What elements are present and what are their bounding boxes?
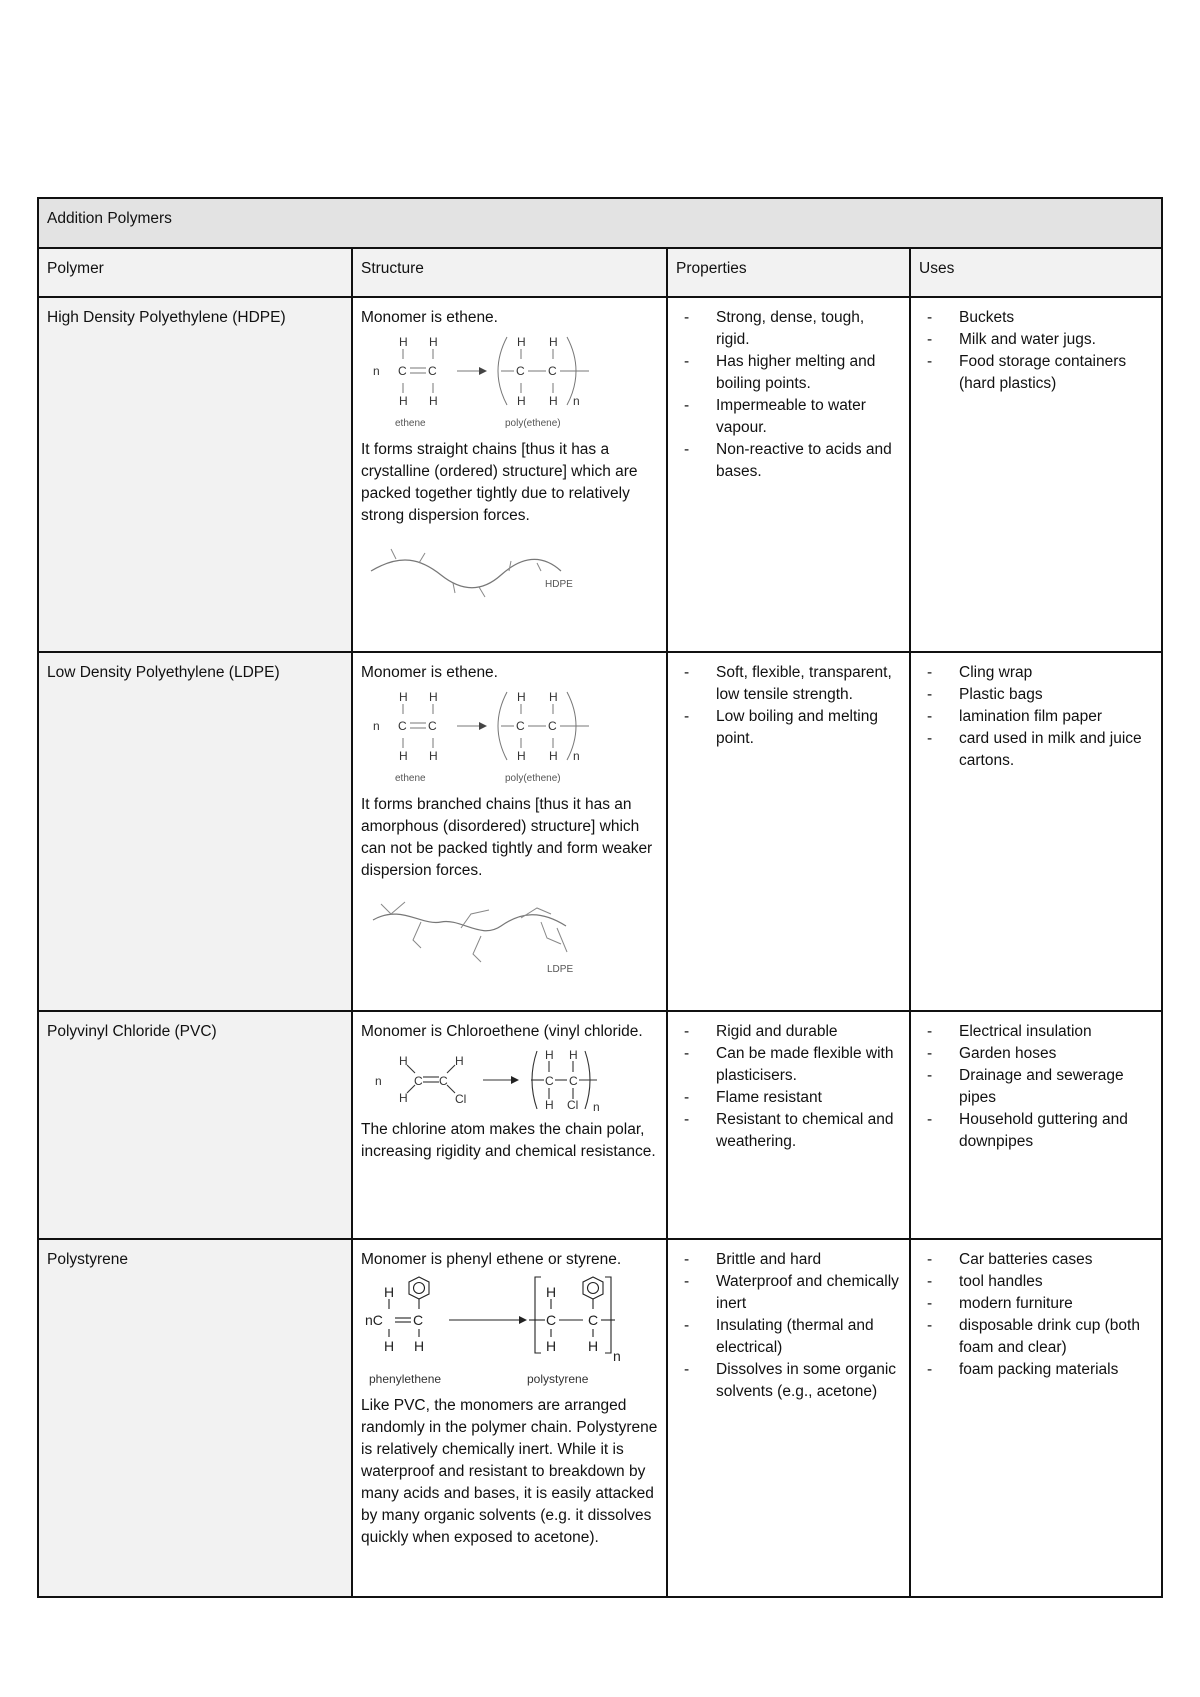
ethene-polymerisation-diagram xyxy=(361,331,601,435)
svg-text:H: H xyxy=(399,749,408,763)
list-item: - Strong, dense, tough, rigid. xyxy=(716,307,901,351)
properties-cell xyxy=(667,1239,910,1597)
list-item: - Insulating (thermal and electrical) xyxy=(716,1315,901,1359)
svg-text:C: C xyxy=(428,719,437,733)
table-row xyxy=(38,1239,1162,1597)
table-row xyxy=(38,297,1162,652)
polymer-name: Low Density Polyethylene (LDPE) xyxy=(38,652,352,1011)
svg-text:H: H xyxy=(429,749,438,763)
svg-text:H: H xyxy=(517,394,526,408)
list-item: - Buckets xyxy=(959,307,1153,329)
svg-text:H: H xyxy=(384,1284,395,1300)
list-item: - Rigid and durable xyxy=(716,1021,901,1043)
list-item: - lamination film paper xyxy=(959,706,1153,728)
phenylethene-polymerisation-diagram xyxy=(361,1273,621,1391)
properties-cell xyxy=(667,652,910,1011)
svg-text:C: C xyxy=(548,364,557,378)
svg-text:H: H xyxy=(546,1284,557,1300)
svg-text:H: H xyxy=(429,335,438,349)
svg-text:H: H xyxy=(517,749,526,763)
svg-text:C: C xyxy=(439,1074,448,1088)
svg-text:C: C xyxy=(414,1074,423,1088)
svg-text:H: H xyxy=(569,1048,578,1062)
structure-cell xyxy=(352,297,667,652)
list-item: - card used in milk and juice cartons. xyxy=(959,728,1153,772)
svg-text:Cl: Cl xyxy=(455,1092,467,1106)
list-item: - Brittle and hard xyxy=(716,1249,901,1271)
svg-text:H: H xyxy=(399,1054,408,1068)
svg-text:H: H xyxy=(545,1098,554,1112)
svg-text:H: H xyxy=(549,749,558,763)
properties-cell xyxy=(667,297,910,652)
uses-cell xyxy=(910,652,1162,1011)
svg-text:C: C xyxy=(413,1312,424,1328)
list-item: - modern furniture xyxy=(959,1293,1153,1315)
list-item: - Car batteries cases xyxy=(959,1249,1153,1271)
svg-text:n: n xyxy=(573,394,580,408)
svg-text:H: H xyxy=(455,1054,464,1068)
svg-text:H: H xyxy=(399,335,408,349)
polymer-name: High Density Polyethylene (HDPE) xyxy=(38,297,352,652)
svg-text:H: H xyxy=(549,394,558,408)
svg-text:n: n xyxy=(373,364,380,378)
svg-text:H: H xyxy=(429,690,438,704)
list-item: - Plastic bags xyxy=(959,684,1153,706)
svg-text:C: C xyxy=(569,1074,578,1088)
ldpe-chain-diagram xyxy=(361,896,611,982)
hdpe-chain-diagram xyxy=(361,541,611,617)
svg-text:H: H xyxy=(429,394,438,408)
header-structure: Structure xyxy=(352,248,667,297)
svg-text:H: H xyxy=(517,690,526,704)
uses-cell xyxy=(910,1239,1162,1597)
polymer-label: poly(ethene) xyxy=(505,418,561,429)
addition-polymers-table xyxy=(37,197,1163,1598)
structure-description: The chlorine atom makes the chain polar, increasing rigidity and chemical resistance. xyxy=(361,1121,656,1160)
list-item: - disposable drink cup (both foam and clear) xyxy=(959,1315,1153,1359)
structure-description: It forms branched chains [thus it has an amorphous (disordered) structure] which can not be packed tightly and form weaker dispersion forces. xyxy=(361,796,653,879)
list-item: - Can be made flexible with plasticisers. xyxy=(716,1043,901,1087)
structure-cell xyxy=(352,652,667,1011)
svg-text:H: H xyxy=(399,690,408,704)
uses-cell xyxy=(910,1011,1162,1239)
svg-text:C: C xyxy=(546,1312,557,1328)
svg-text:H: H xyxy=(588,1338,599,1354)
chain-label: HDPE xyxy=(545,579,573,590)
ethene-polymerisation-diagram xyxy=(361,686,601,790)
svg-text:H: H xyxy=(384,1338,395,1354)
list-item: - Electrical insulation xyxy=(959,1021,1153,1043)
structure-description: It forms straight chains [thus it has a crystalline (ordered) structure] which are packed together tightly due to relatively strong dispersion forces. xyxy=(361,441,638,524)
structure-description: Like PVC, the monomers are arranged randomly in the polymer chain. Polystyrene is relatively chemically inert. While it is waterproof and resistant to breakdown by many acids and bases, it is easily attacked by many organic solvents (e.g. it dissolves quickly when exposed to acetone). xyxy=(361,1397,658,1546)
svg-text:n: n xyxy=(613,1348,621,1364)
svg-text:H: H xyxy=(517,335,526,349)
list-item: - tool handles xyxy=(959,1271,1153,1293)
svg-text:C: C xyxy=(398,719,407,733)
polymer-name: Polystyrene xyxy=(38,1239,352,1597)
polymer-label: poly(ethene) xyxy=(505,773,561,784)
svg-text:n: n xyxy=(593,1100,600,1114)
structure-cell xyxy=(352,1239,667,1597)
svg-text:C: C xyxy=(545,1074,554,1088)
list-item: - Impermeable to water vapour. xyxy=(716,395,901,439)
svg-text:n: n xyxy=(573,749,580,763)
svg-text:H: H xyxy=(399,394,408,408)
uses-cell xyxy=(910,297,1162,652)
svg-text:H: H xyxy=(549,690,558,704)
header-polymer: Polymer xyxy=(38,248,352,297)
list-item: - Cling wrap xyxy=(959,662,1153,684)
list-item: - Flame resistant xyxy=(716,1087,901,1109)
svg-text:H: H xyxy=(546,1338,557,1354)
table-row xyxy=(38,652,1162,1011)
svg-text:C: C xyxy=(516,364,525,378)
svg-text:H: H xyxy=(549,335,558,349)
svg-text:n: n xyxy=(373,719,380,733)
monomer-text: Monomer is ethene. xyxy=(361,664,498,681)
monomer-text: Monomer is ethene. xyxy=(361,309,498,326)
svg-text:C: C xyxy=(588,1312,599,1328)
svg-text:Cl: Cl xyxy=(567,1098,579,1112)
header-uses: Uses xyxy=(910,248,1162,297)
svg-text:C: C xyxy=(398,364,407,378)
list-item: - Resistant to chemical and weathering. xyxy=(716,1109,901,1153)
svg-text:H: H xyxy=(399,1091,408,1105)
svg-text:C: C xyxy=(516,719,525,733)
table-row xyxy=(38,1011,1162,1239)
polymer-name: Polyvinyl Chloride (PVC) xyxy=(38,1011,352,1239)
list-item: - Milk and water jugs. xyxy=(959,329,1153,351)
properties-cell xyxy=(667,1011,910,1239)
polymer-label: polystyrene xyxy=(527,1372,589,1386)
list-item: - Household guttering and downpipes xyxy=(959,1109,1153,1153)
chain-label: LDPE xyxy=(547,964,574,975)
structure-cell xyxy=(352,1011,667,1239)
header-properties: Properties xyxy=(667,248,910,297)
svg-text:nC: nC xyxy=(365,1312,383,1328)
list-item: - Food storage containers (hard plastics) xyxy=(959,351,1153,395)
svg-text:C: C xyxy=(428,364,437,378)
svg-text:H: H xyxy=(414,1338,425,1354)
list-item: - Soft, flexible, transparent, low tensile strength. xyxy=(716,662,901,706)
list-item: - Non-reactive to acids and bases. xyxy=(716,439,901,483)
list-item: - Has higher melting and boiling points. xyxy=(716,351,901,395)
list-item: - Dissolves in some organic solvents (e.g., acetone) xyxy=(716,1359,901,1403)
svg-text:C: C xyxy=(548,719,557,733)
table-title: Addition Polymers xyxy=(38,198,1162,248)
monomer-text: Monomer is phenyl ethene or styrene. xyxy=(361,1251,622,1268)
list-item: - Low boiling and melting point. xyxy=(716,706,901,750)
monomer-label: phenylethene xyxy=(369,1372,442,1386)
svg-text:H: H xyxy=(545,1048,554,1062)
chloroethene-polymerisation-diagram xyxy=(361,1045,631,1115)
list-item: - Waterproof and chemically inert xyxy=(716,1271,901,1315)
list-item: - Garden hoses xyxy=(959,1043,1153,1065)
list-item: - Drainage and sewerage pipes xyxy=(959,1065,1153,1109)
monomer-label: ethene xyxy=(395,773,426,784)
monomer-text: Monomer is Chloroethene (vinyl chloride. xyxy=(361,1023,643,1040)
list-item: - foam packing materials xyxy=(959,1359,1153,1381)
monomer-label: ethene xyxy=(395,418,426,429)
svg-text:n: n xyxy=(375,1074,382,1088)
